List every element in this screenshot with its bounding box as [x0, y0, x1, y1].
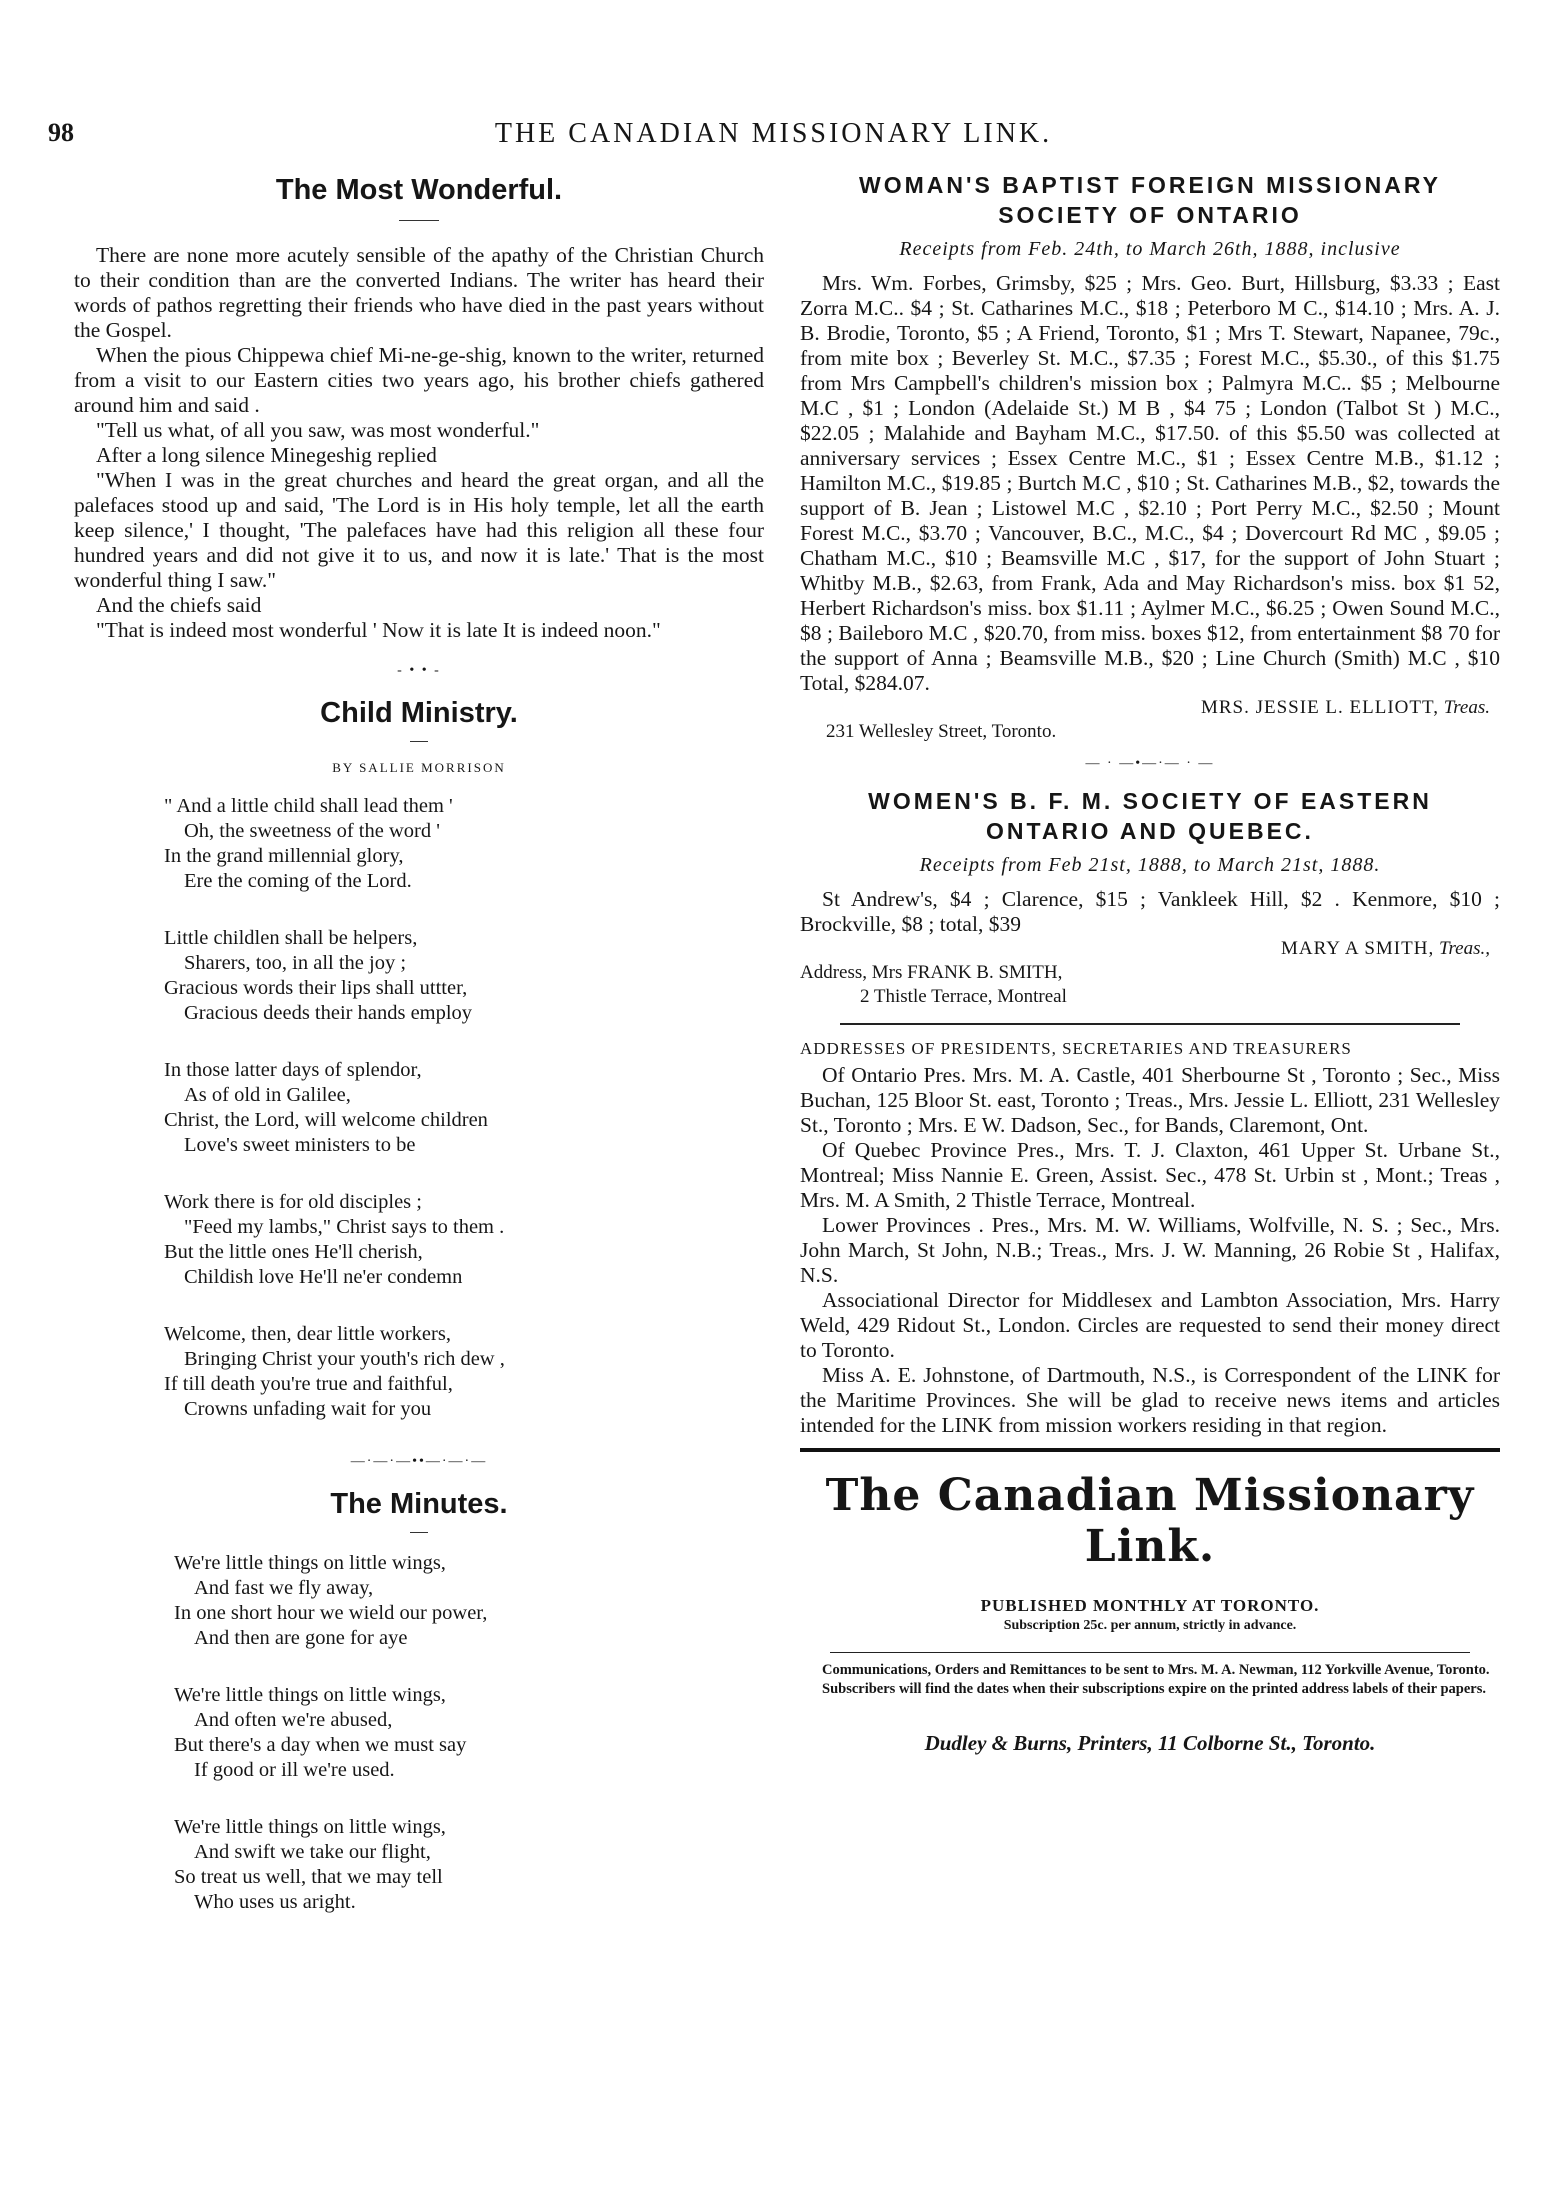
article-title: The Most Wonderful.	[275, 174, 563, 206]
journal-title: THE CANADIAN MISSIONARY LINK.	[494, 118, 1053, 149]
receipts-body: Mrs. Wm. Forbes, Grimsby, $25 ; Mrs. Geo. Burt, Hillsburg, $3.33 ; East Zorra M.C.. $4 ; St. Catharines M.C., $18 ; Peterboro M C., $14.10 ; Mrs. A. J. B. Brodie, Toronto, $5 ; A Friend, Toronto, $1 ; Mrs T. Stewart, Napanee, 79c., from mite box ; Beverley St. M.C., $7.35 ; Forest M.C., $5.30., of this $1.75 from Mrs Campbell's children's mission box ; Palmyra M.C.. $5 ; Melbourne M.C , $1 ; London (Adelaide St.) M B , $4 75 ; London (Talbot St ) M.C., $22.05 ; Malahide and Bayham M.C., $17.50. of this $5.50 was collected at anniversary services ; Essex Centre M.C., $1 ; Essex Centre M.B., $1.12 ; Hamilton M.C., $19.85 ; Burtch M.C , $10 ; St. Catharines M.B., $2, towards the support of B. Jean ; Listowel M.C , $2.10 ; Port Perry M.C., $2.50 ; Mount Forest M.C., $3.70 ; Vancouver, B.C., M.C., $4 ; Dovercourt Rd MC , $9.05 ; Chatham M.C., $10 ; Beamsville M.C , $17, for the support of John Stuart ; Whitby M.B., $2.63, from Frank, Ada and May Richardson's miss. box $1 52, Herbert Richardson's miss. box $1.11 ; Aylmer M.C., $6.25 ; Owen Sound M.C., $8 ; Baileboro M.C , $20.70, from miss. boxes $12, from entertainment $8 70 for the support of Anna ; Beamsville M.B., $20 ; Line Church (Smith) M.C , $10 Total, $284.07.	[800, 271, 1500, 695]
poem-line: Crowns unfading wait for you	[184, 1398, 432, 1420]
receipts-body: St Andrew's, $4 ; Clarence, $15 ; Vankleek Hill, $2 . Kenmore, $10 ; Brockville, $8 ; total, $39	[800, 887, 1500, 936]
published-line: PUBLISHED MONTHLY AT TORONTO.	[980, 1596, 1320, 1615]
subscription-line: Subscription 25c. per annum, strictly in advance.	[1003, 1618, 1297, 1633]
paragraph: When the pious Chippewa chief Mi-ne-ge-shig, known to the writer, returned from a visit to our Eastern cities two years ago, his brother chiefs gathered around him and said .	[74, 343, 764, 417]
divider	[830, 1652, 1470, 1653]
poem-line: In the grand millennial glory,	[164, 845, 404, 867]
poem-line: And then are gone for aye	[194, 1627, 408, 1649]
right-column	[800, 170, 1500, 1756]
signature-address: 231 Wellesley Street, Toronto.	[826, 721, 1057, 742]
poem-line: Gracious words their lips shall uttter,	[164, 977, 468, 999]
notice: Communications, Orders and Remittances to be sent to Mrs. M. A. Newman, 112 Yorkville Avenue, Toronto.	[822, 1662, 1490, 1678]
section-ontario-receipts	[800, 170, 1500, 744]
paragraph: There are none more acutely sensible of the apathy of the Christian Church to their condition than are the converted Indians. The writer has heard their words of pathos regretting their friends who have died in the past years without the Gospel.	[74, 243, 764, 342]
title-rule	[410, 1532, 428, 1533]
poem-line: Love's sweet ministers to be	[184, 1134, 416, 1156]
paragraph: Of Ontario Pres. Mrs. M. A. Castle, 401 Sherbourne St , Toronto ; Sec., Miss Buchan, 125 Bloor St. east, Toronto ; Treas., Mrs. Jessie L. Elliott, 231 Wellesley St., Toronto ; Mrs. E W. Dadson, Sec., for Bands, Claremont, Ont.	[800, 1063, 1500, 1137]
poem-line: Gracious deeds their hands employ	[184, 1002, 473, 1024]
poem-line: We're little things on little wings,	[174, 1552, 446, 1574]
printers-line: Dudley & Burns, Printers, 11 Colborne St., Toronto.	[924, 1731, 1376, 1755]
poem	[164, 794, 764, 1422]
poem-line: Little childlen shall be helpers,	[164, 927, 418, 949]
paragraph: Lower Provinces . Pres., Mrs. M. W. Williams, Wolfville, N. S. ; Sec., Mrs. John March, St John, N.B.; Treas., Mrs. J. W. Manning, 26 Robie St , Halifax, N.S.	[800, 1213, 1500, 1287]
masthead	[800, 1470, 1500, 1756]
poem-line: "Feed my lambs," Christ says to them .	[184, 1216, 505, 1238]
treasurer-signature	[800, 937, 1500, 961]
article-title: Child Ministry.	[320, 697, 518, 729]
signature-name: MRS. JESSIE L. ELLIOTT,	[1200, 697, 1439, 718]
paragraph: "That is indeed most wonderful ' Now it is late It is indeed noon."	[96, 618, 661, 642]
title-rule	[410, 741, 428, 742]
title-rule	[399, 220, 439, 221]
poem-line: Christ, the Lord, will welcome children	[164, 1109, 488, 1131]
section-separator: — · —•—·— · —	[1085, 756, 1215, 771]
poem-line: So treat us well, that we may tell	[174, 1866, 443, 1888]
poem-line: " And a little child shall lead them '	[164, 795, 453, 817]
running-head	[0, 118, 1547, 158]
poem-line: We're little things on little wings,	[174, 1816, 446, 1838]
poem	[174, 1551, 764, 1915]
section-heading: ADDRESSES OF PRESIDENTS, SECRETARIES AND TREASURERS	[800, 1039, 1352, 1058]
poem-line: Sharers, too, in all the joy ;	[184, 952, 407, 974]
signature-name: MARY A SMITH,	[1280, 938, 1435, 959]
poem-line: And often we're abused,	[194, 1709, 393, 1731]
poem-line: Childish love He'll ne'er condemn	[184, 1266, 463, 1288]
poem-line: But the little ones He'll cherish,	[164, 1241, 423, 1263]
treasurer-signature	[800, 696, 1500, 720]
paragraph: Miss A. E. Johnstone, of Dartmouth, N.S., is Correspondent of the LINK for the Maritime Provinces. She will be glad to receive news items and articles intended for the LINK from mission workers residing in that region.	[800, 1363, 1500, 1437]
poem-line: Work there is for old disciples ;	[164, 1191, 422, 1213]
section-addresses	[800, 1039, 1500, 1438]
poem-line: And fast we fly away,	[194, 1577, 374, 1599]
section-heading: ONTARIO AND QUEBEC.	[986, 818, 1314, 844]
left-column	[74, 170, 764, 1947]
masthead-title: The Canadian Missionary Link.	[825, 1470, 1475, 1572]
stanza	[164, 1058, 764, 1158]
section-heading: WOMAN'S BAPTIST FOREIGN MISSIONARY	[859, 172, 1441, 198]
paragraph: "When I was in the great churches and heard the great organ, and all the palefaces stood up and said, 'The Lord is in His holy temple, let all the earth keep silence,' I thought, 'The palefaces have had this religion all these four hundred years and did not give it to us, and now it is late.' That is the most wonderful thing I saw."	[74, 468, 764, 592]
address-line: 2 Thistle Terrace, Montreal	[860, 986, 1067, 1007]
poem-line: But there's a day when we must say	[174, 1734, 467, 1756]
stanza	[174, 1551, 764, 1651]
section-eastern-receipts	[800, 786, 1500, 1009]
notice: Subscribers will find the dates when their subscriptions expire on the printed address labels of their papers.	[822, 1681, 1486, 1697]
paragraph: After a long silence Minegeshig replied	[96, 443, 437, 467]
masthead-rule	[800, 1448, 1500, 1452]
paragraph: And the chiefs said	[96, 593, 262, 617]
signature-role: Treas.,	[1438, 938, 1490, 959]
stanza	[164, 926, 764, 1026]
page-number: 98	[48, 118, 74, 147]
poem-line: If good or ill we're used.	[194, 1759, 395, 1781]
poem-line: And swift we take our flight,	[194, 1841, 431, 1863]
byline: BY SALLIE MORRISON	[332, 760, 506, 775]
stanza	[174, 1683, 764, 1783]
section-heading: WOMEN'S B. F. M. SOCIETY OF EASTERN	[868, 788, 1432, 814]
poem-line: If till death you're true and faithful,	[164, 1373, 453, 1395]
poem-line: Oh, the sweetness of the word '	[184, 820, 440, 842]
receipt-date-range: Receipts from Feb. 24th, to March 26th, 1888, inclusive	[899, 238, 1401, 260]
stanza	[164, 1322, 764, 1422]
poem-line: Bringing Christ your youth's rich dew ,	[184, 1348, 505, 1370]
section-separator: - • • -	[397, 663, 441, 678]
signature-role: Treas.	[1443, 697, 1490, 718]
article-title: The Minutes.	[330, 1488, 508, 1520]
stanza	[164, 1190, 764, 1290]
address-line: Address, Mrs FRANK B. SMITH,	[800, 962, 1063, 983]
paragraph: "Tell us what, of all you saw, was most wonderful."	[96, 418, 540, 442]
section-separator: —·—·—••—·—·—	[350, 1454, 488, 1469]
article-the-minutes	[74, 1484, 764, 1915]
stanza	[174, 1815, 764, 1915]
paragraph: Associational Director for Middlesex and Lambton Association, Mrs. Harry Weld, 429 Ridout St., London. Circles are requested to send their money direct to Toronto.	[800, 1288, 1500, 1362]
section-heading: SOCIETY OF ONTARIO	[998, 202, 1302, 228]
poem-line: Who uses us aright.	[194, 1891, 356, 1913]
poem-line: In those latter days of splendor,	[164, 1059, 422, 1081]
paragraph: Of Quebec Province Pres., Mrs. T. J. Claxton, 461 Upper St. Urbane St., Montreal; Miss Nannie E. Green, Assist. Sec., 478 St. Urbin st , Mont.; Treas , Mrs. M. A Smith, 2 Thistle Terrace, Montreal.	[800, 1138, 1500, 1212]
divider	[840, 1023, 1460, 1025]
receipt-date-range: Receipts from Feb 21st, 1888, to March 21st, 1888.	[919, 854, 1381, 876]
poem-line: We're little things on little wings,	[174, 1684, 446, 1706]
stanza	[164, 794, 764, 894]
poem-line: Welcome, then, dear little workers,	[164, 1323, 451, 1345]
poem-line: As of old in Galilee,	[184, 1084, 351, 1106]
poem-line: In one short hour we wield our power,	[174, 1602, 488, 1624]
article-child-ministry	[74, 693, 764, 1422]
article-most-wonderful	[74, 170, 764, 643]
poem-line: Ere the coming of the Lord.	[184, 870, 412, 892]
